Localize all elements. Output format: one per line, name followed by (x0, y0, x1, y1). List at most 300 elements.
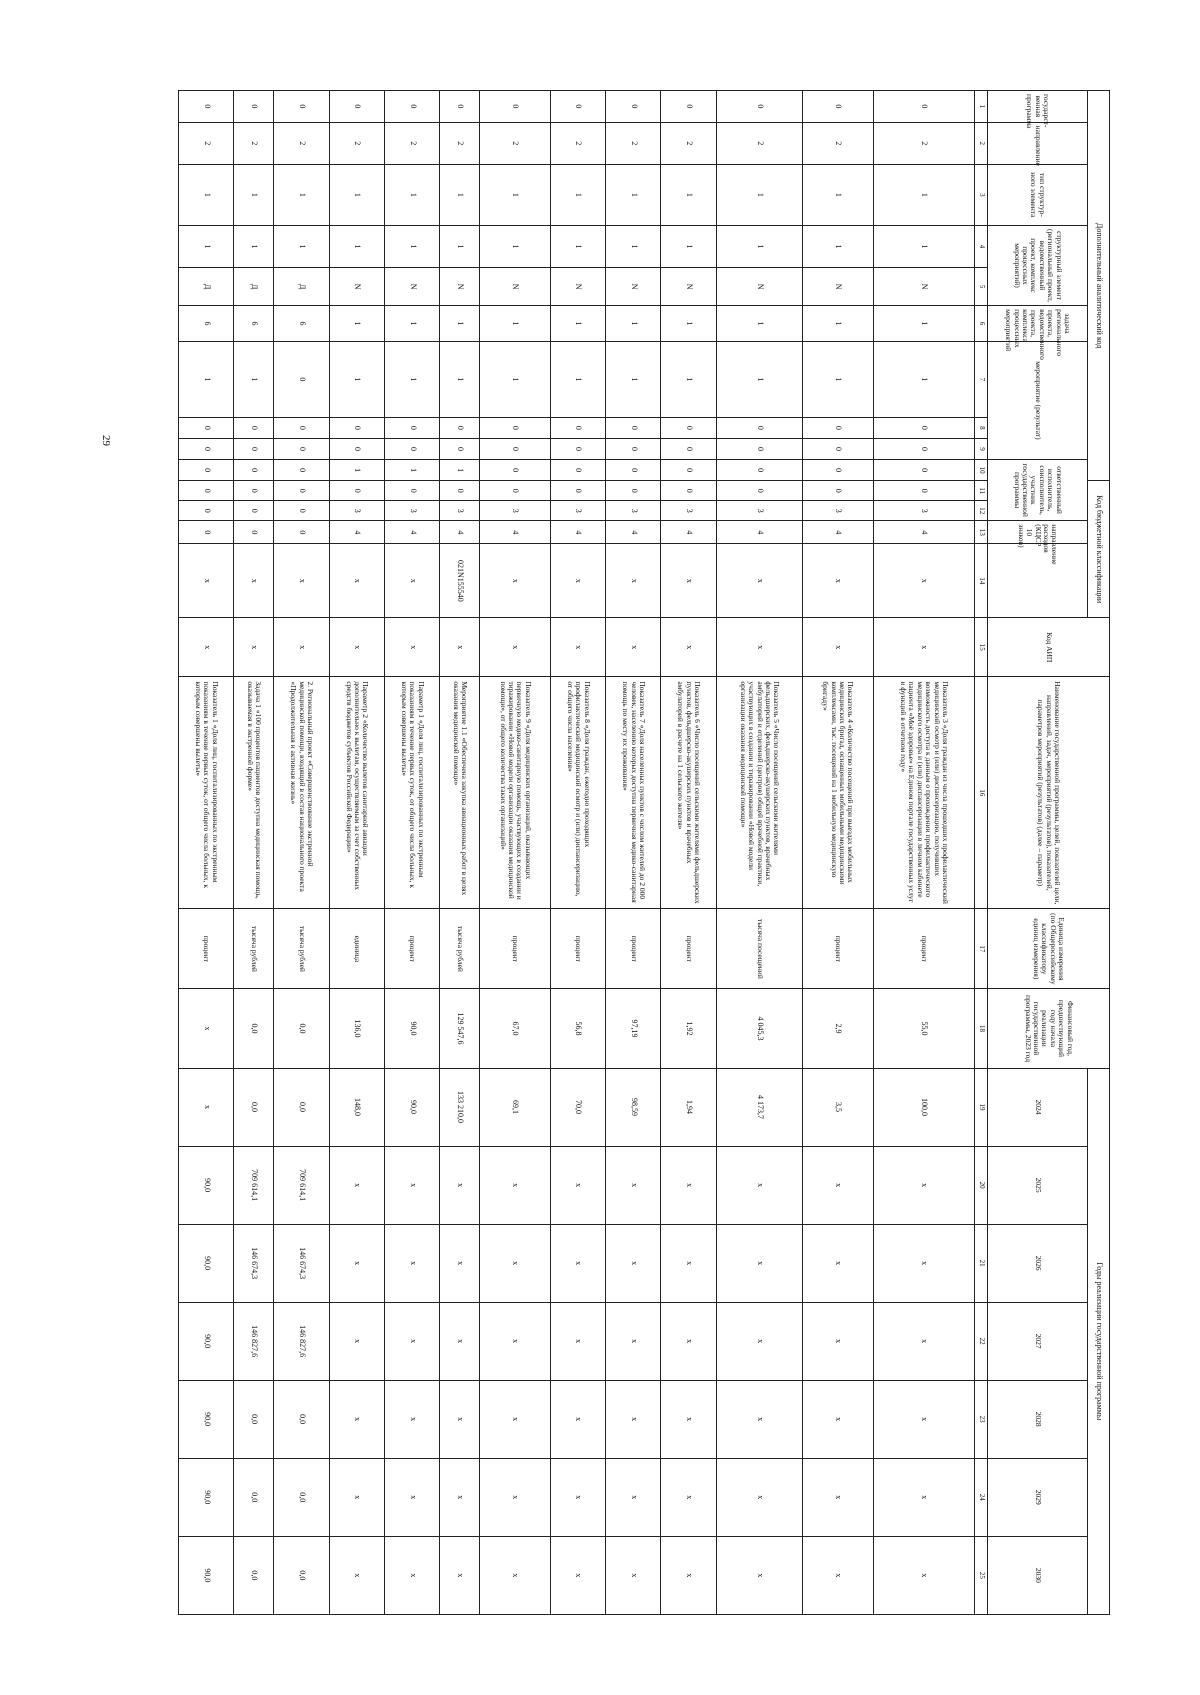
code-cell: 1 (179, 164, 234, 225)
code-cell: x (716, 618, 802, 677)
row-fin-year-value: 0,0 (274, 989, 329, 1068)
row-year-value: 90,0 (179, 1224, 234, 1302)
code-cell: 1 (234, 225, 274, 267)
code-cell: 1 (606, 164, 661, 225)
code-cell: 1 (329, 225, 384, 267)
row-unit: процент (179, 909, 234, 989)
row-year-value: x (440, 1536, 480, 1614)
header-year-2028: 2028 (988, 1380, 1088, 1458)
row-year-value: 146 827,6 (274, 1302, 329, 1380)
code-cell: 1 (716, 306, 802, 342)
header-name: Наименование государственной программы, целей, показателей цели, направлений, задач, мероприятий (результатов), показателей, параметров мероприятий (результатов) (далее – параметр) (988, 677, 1110, 909)
row-fin-year-value: 1,92 (661, 989, 716, 1068)
row-year-value: x (550, 1302, 605, 1380)
code-cell: 0 (179, 438, 234, 459)
row-year-value: 90,0 (179, 1302, 234, 1380)
column-number: 3 (975, 164, 988, 225)
code-cell: 2 (384, 122, 439, 164)
column-number: 11 (975, 481, 988, 501)
table-row (661, 91, 716, 1615)
code-cell: 1 (179, 341, 234, 417)
code-cell: 0 (873, 460, 974, 481)
code-cell: N (606, 268, 661, 306)
code-cell: 1 (802, 306, 873, 342)
code-cell: 0 (802, 91, 873, 123)
row-year-value: x (329, 1224, 384, 1302)
row-year-value: 146 674,3 (274, 1224, 329, 1302)
row-year-value: 1,94 (661, 1068, 716, 1146)
header-year-2029: 2029 (988, 1458, 1088, 1536)
header-year-2025: 2025 (988, 1146, 1088, 1224)
row-year-value: x (802, 1146, 873, 1224)
code-cell: x (661, 544, 716, 618)
code-cell: 0 (480, 91, 551, 123)
row-year-value: x (550, 1224, 605, 1302)
column-number: 10 (975, 460, 988, 481)
code-cell: 1 (550, 164, 605, 225)
row-year-value: 0,0 (274, 1068, 329, 1146)
row-year-value: x (716, 1146, 802, 1224)
column-number: 23 (975, 1380, 988, 1458)
code-cell: 1 (480, 341, 551, 417)
code-cell: x (873, 544, 974, 618)
row-name: Параметр 2 «Количество вылетов санитарной авиации дополнительно к вылетам, осуществляемым за счет собственных средств бюджетов субъектов Российской Федерации» (329, 677, 384, 909)
code-cell: 1 (550, 306, 605, 342)
code-cell: 0 (661, 91, 716, 123)
code-cell: 0 (480, 438, 551, 459)
code-cell: 0 (480, 481, 551, 501)
row-unit: тысяча рублей (274, 909, 329, 989)
row-unit: тысяча посещений (716, 909, 802, 989)
row-fin-year-value: 56,8 (550, 989, 605, 1068)
header-aip: Код АИП (988, 618, 1110, 677)
code-cell: 0 (716, 438, 802, 459)
code-cell: 0 (873, 481, 974, 501)
code-cell: 4 (480, 521, 551, 544)
code-cell: 0 (274, 521, 329, 544)
code-cell: 1 (606, 225, 661, 267)
code-cell: 1 (440, 164, 480, 225)
header-event: мероприятие (результат) (988, 341, 1088, 459)
code-cell: 0 (606, 438, 661, 459)
code-cell: 1 (179, 225, 234, 267)
column-number: 17 (975, 909, 988, 989)
row-year-value: 146 674,3 (234, 1224, 274, 1302)
code-cell: 2 (606, 122, 661, 164)
code-cell: 0 (606, 460, 661, 481)
row-fin-year-value: 2,9 (802, 989, 873, 1068)
code-cell: 0 (661, 417, 716, 438)
header-year-2027: 2027 (988, 1302, 1088, 1380)
row-year-value: x (480, 1224, 551, 1302)
code-cell: 0 (550, 91, 605, 123)
code-cell: 0 (179, 521, 234, 544)
row-name: Показатель 6 «Число посещений сельскими жителями фельдшерских пунктов, фельдшерско-акушерских пунктов и врачебных амбулаторий в расчете на 1 сельского жителя» (661, 677, 716, 909)
row-year-value: 148,0 (329, 1068, 384, 1146)
code-cell: 2 (550, 122, 605, 164)
row-year-value: x (661, 1458, 716, 1536)
code-cell: 1 (716, 341, 802, 417)
row-fin-year-value: 129 547,6 (440, 989, 480, 1068)
table-row (274, 91, 329, 1615)
code-cell: x (274, 544, 329, 618)
code-cell: 0 (606, 91, 661, 123)
code-cell: Д (179, 268, 234, 306)
code-cell: 3 (440, 501, 480, 521)
code-cell: 0 (716, 91, 802, 123)
code-cell: 0 (234, 417, 274, 438)
code-cell: N (550, 268, 605, 306)
row-year-value: x (384, 1224, 439, 1302)
code-cell: 0 (873, 438, 974, 459)
column-number: 24 (975, 1458, 988, 1536)
code-cell: 0 (661, 481, 716, 501)
code-cell: 3 (550, 501, 605, 521)
row-year-value: x (480, 1458, 551, 1536)
row-year-value: 0,0 (274, 1380, 329, 1458)
row-fin-year-value: 90,0 (384, 989, 439, 1068)
code-cell: 0 (234, 91, 274, 123)
code-cell: 0 (329, 438, 384, 459)
column-number: 18 (975, 989, 988, 1068)
code-cell: 1 (440, 460, 480, 481)
row-year-value: x (179, 1068, 234, 1146)
table-row (550, 91, 605, 1615)
column-number: 6 (975, 306, 988, 342)
row-year-value: x (716, 1224, 802, 1302)
code-cell: x (480, 618, 551, 677)
row-fin-year-value: 4 045,3 (716, 989, 802, 1068)
code-cell: 1 (873, 164, 974, 225)
table-row (440, 91, 480, 1615)
code-cell: x (661, 618, 716, 677)
code-cell: 0 (550, 417, 605, 438)
header-gp: государст- венная программа (988, 91, 1088, 123)
row-name: Мероприятие 1.1 «Обеспечена закупка авиационных работ в целях оказания медицинской помощи» (440, 677, 480, 909)
row-year-value: x (384, 1302, 439, 1380)
row-year-value: 0,0 (234, 1458, 274, 1536)
row-year-value: 0,0 (234, 1068, 274, 1146)
code-cell: 0 (234, 501, 274, 521)
code-cell: 0 (274, 417, 329, 438)
table-row (606, 91, 661, 1615)
code-cell: 1 (873, 341, 974, 417)
code-cell: 0 (179, 501, 234, 521)
code-cell: 0 (802, 417, 873, 438)
row-year-value: x (606, 1302, 661, 1380)
code-cell: 1 (550, 341, 605, 417)
column-number: 20 (975, 1146, 988, 1224)
code-cell: 3 (873, 501, 974, 521)
row-year-value: x (661, 1224, 716, 1302)
code-cell: 0 (661, 438, 716, 459)
row-year-value: x (550, 1536, 605, 1614)
row-year-value: x (606, 1380, 661, 1458)
code-cell: 0 (274, 501, 329, 521)
code-cell: 3 (384, 501, 439, 521)
column-number: 7 (975, 341, 988, 417)
code-cell: 4 (384, 521, 439, 544)
row-year-value: x (716, 1458, 802, 1536)
code-cell: 1 (661, 341, 716, 417)
code-cell: 1 (661, 225, 716, 267)
row-name: Показатель 4 «Количество посещений при выездах мобильных медицинских бригад, оснащенных мобильными медицинскими комплексами, тыс. посещений на 1 мобильную медицинскую бригаду» (802, 677, 873, 909)
row-fin-year-value: 0,0 (234, 989, 274, 1068)
code-cell: 1 (480, 225, 551, 267)
code-cell: x (802, 618, 873, 677)
code-cell: x (606, 618, 661, 677)
column-number: 15 (975, 618, 988, 677)
code-cell: 0 (440, 481, 480, 501)
row-year-value: x (873, 1458, 974, 1536)
code-cell: 0 (384, 438, 439, 459)
row-year-value: x (606, 1224, 661, 1302)
code-cell: 0 (329, 417, 384, 438)
code-cell: N (802, 268, 873, 306)
header-budget-code: Код бюджетной классификации (1088, 481, 1110, 618)
row-year-value: 98,59 (606, 1068, 661, 1146)
row-year-value: 90,0 (179, 1380, 234, 1458)
code-cell: x (480, 544, 551, 618)
code-cell: 1 (384, 341, 439, 417)
row-name: Задача 1 «100 процентов пациентов доступна медицинская помощь, оказываемая в экстренной форме» (234, 677, 274, 909)
code-cell: N (329, 268, 384, 306)
row-year-value: x (716, 1536, 802, 1614)
code-cell: 1 (716, 164, 802, 225)
code-cell: 0 (716, 417, 802, 438)
code-cell: 4 (440, 521, 480, 544)
row-year-value: x (384, 1536, 439, 1614)
code-cell: x (716, 544, 802, 618)
row-year-value: x (802, 1380, 873, 1458)
code-cell: Д (274, 268, 329, 306)
code-cell: 0 (550, 460, 605, 481)
code-cell: x (384, 544, 439, 618)
row-year-value: 0,0 (274, 1536, 329, 1614)
code-cell: 0 (661, 460, 716, 481)
row-year-value: x (550, 1380, 605, 1458)
row-name: Показатель 5 «Число посещений сельскими жителями фельдшерских, фельдшерско-акушерских пунктов, врачебных амбулаторий и отделений (центров) общей врачебной практики, участвующих в создании и тиражировании «Новой модели организации оказания медицинской помощи» (716, 677, 802, 909)
code-cell: 3 (661, 501, 716, 521)
row-year-value: x (329, 1146, 384, 1224)
code-cell: x (550, 618, 605, 677)
table-row (873, 91, 974, 1615)
row-year-value: x (802, 1536, 873, 1614)
row-year-value: x (480, 1536, 551, 1614)
code-cell: 0 (329, 91, 384, 123)
row-year-value: x (440, 1224, 480, 1302)
code-cell: N (384, 268, 439, 306)
code-cell: 0 (234, 521, 274, 544)
code-cell: 0 (480, 460, 551, 481)
code-cell: 1 (661, 306, 716, 342)
row-year-value: x (873, 1536, 974, 1614)
code-cell: 0 (274, 341, 329, 417)
row-name: Показатель 3 «Доля граждан из числа прошедших профилактический медицинский осмотр и (или) диспансеризацию, получивших возможность доступа к данным о прохождении профилактического медицинского осмотра и (или) диспансеризации в личном кабинете пациента «Моё здоровье» на Едином портале государственных услуг и функций в отчетном году» (873, 677, 974, 909)
code-cell: x (179, 618, 234, 677)
code-cell: 0 (606, 417, 661, 438)
table-body (179, 91, 975, 1615)
code-cell: 1 (802, 225, 873, 267)
code-cell: 0 (480, 417, 551, 438)
header-struct: структурный элемент (региональный проект, ведомственный проект, комплекс процессных мероприятий) (988, 225, 1088, 305)
code-cell: 1 (329, 164, 384, 225)
code-cell: 0 (384, 481, 439, 501)
column-number: 5 (975, 268, 988, 306)
code-cell: 0 (384, 417, 439, 438)
code-cell: 0 (234, 481, 274, 501)
table-row (234, 91, 274, 1615)
row-year-value: 90,0 (179, 1458, 234, 1536)
row-year-value: 0,0 (234, 1380, 274, 1458)
code-cell: 4 (606, 521, 661, 544)
code-cell: 0 (179, 91, 234, 123)
code-cell: 6 (179, 306, 234, 342)
code-cell: 0 (716, 460, 802, 481)
code-cell: 0 (873, 91, 974, 123)
column-number: 14 (975, 544, 988, 618)
code-cell: 0 (234, 438, 274, 459)
code-cell: 1 (329, 306, 384, 342)
code-cell: 0 (274, 460, 329, 481)
row-year-value: 4 173,7 (716, 1068, 802, 1146)
code-cell: 0 (440, 91, 480, 123)
code-cell: 2 (716, 122, 802, 164)
row-unit: тысяча рублей (440, 909, 480, 989)
column-number: 1 (975, 91, 988, 123)
header-task: задача регионального проекта, ведомственного проекта, комплекса процессных мероприятий (988, 306, 1088, 342)
code-cell: 0 (440, 438, 480, 459)
code-cell: N (661, 268, 716, 306)
code-cell: x (234, 544, 274, 618)
column-number: 4 (975, 225, 988, 267)
row-year-value: x (606, 1458, 661, 1536)
column-number: 25 (975, 1536, 988, 1614)
code-cell: 1 (384, 306, 439, 342)
code-cell: x (606, 544, 661, 618)
code-cell: 1 (873, 306, 974, 342)
column-number: 8 (975, 417, 988, 438)
row-year-value: x (873, 1302, 974, 1380)
code-cell: 0 (606, 481, 661, 501)
code-cell: 4 (329, 521, 384, 544)
code-cell: 3 (480, 501, 551, 521)
row-year-value: x (550, 1146, 605, 1224)
row-name: Параметр 1 «Доля лиц, госпитализированных по экстренным показаниям в течение первых суток, от общего числа больных, к которым совершены вылеты» (384, 677, 439, 909)
code-cell: 4 (873, 521, 974, 544)
row-year-value: x (873, 1146, 974, 1224)
row-year-value: 100,0 (873, 1068, 974, 1146)
table-row (480, 91, 551, 1615)
code-cell: x (550, 544, 605, 618)
code-cell: 1 (802, 164, 873, 225)
page-number: 29 (100, 435, 112, 446)
code-cell: 0 (274, 481, 329, 501)
row-year-value: x (661, 1380, 716, 1458)
code-cell: 1 (802, 341, 873, 417)
code-cell: 1 (329, 460, 384, 481)
code-cell: 0 (179, 481, 234, 501)
code-cell: 2 (802, 122, 873, 164)
row-year-value: x (802, 1224, 873, 1302)
code-cell: 4 (802, 521, 873, 544)
code-cell: 1 (274, 225, 329, 267)
row-year-value: 69,1 (480, 1068, 551, 1146)
row-name: Показатель 8 «Доля граждан, ежегодно проходящих профилактический медицинский осмотр и (или) диспансеризацию, от общего числа населения» (550, 677, 605, 909)
header-additional-code: Дополнительный аналитический код (1088, 91, 1110, 481)
code-cell: 2 (329, 122, 384, 164)
code-cell: 0 (716, 481, 802, 501)
row-year-value: x (329, 1380, 384, 1458)
code-cell: 1 (440, 341, 480, 417)
row-year-value: 90,0 (179, 1536, 234, 1614)
code-cell: 4 (716, 521, 802, 544)
row-year-value: x (802, 1458, 873, 1536)
row-year-value: x (440, 1302, 480, 1380)
code-cell: 0 (550, 438, 605, 459)
code-cell: 4 (550, 521, 605, 544)
row-year-value: x (440, 1146, 480, 1224)
header-direction: направление (988, 122, 1088, 164)
table-row (384, 91, 439, 1615)
row-fin-year-value: 55,0 (873, 989, 974, 1068)
code-cell: 021N155540 (440, 544, 480, 618)
code-cell: 2 (661, 122, 716, 164)
code-cell: 1 (234, 341, 274, 417)
header-expense: направление расходов (КЦСР 10 знаков) (988, 521, 1088, 544)
code-cell: 0 (274, 438, 329, 459)
row-year-value: 0,0 (234, 1536, 274, 1614)
row-year-value: x (384, 1380, 439, 1458)
row-year-value: 3,5 (802, 1068, 873, 1146)
row-unit: тысяча рублей (234, 909, 274, 989)
code-cell: 1 (234, 164, 274, 225)
row-fin-year-value: x (179, 989, 234, 1068)
row-year-value: 709 614,1 (274, 1146, 329, 1224)
code-cell: 2 (873, 122, 974, 164)
row-unit: процент (384, 909, 439, 989)
code-cell: 2 (274, 122, 329, 164)
code-cell: 1 (384, 460, 439, 481)
code-cell: x (384, 618, 439, 677)
header-fin-year: Финансовый год, предшествующий году начала реализации государственной программы, 2023 год (988, 989, 1110, 1068)
row-year-value: x (480, 1380, 551, 1458)
row-year-value: 709 614,1 (234, 1146, 274, 1224)
code-cell: 0 (329, 481, 384, 501)
row-year-value: x (606, 1146, 661, 1224)
row-unit: процент (661, 909, 716, 989)
header-type: тип структур- ного элемента (988, 164, 1088, 225)
code-cell: 0 (802, 481, 873, 501)
column-number: 9 (975, 438, 988, 459)
header-year-2030: 2030 (988, 1536, 1088, 1614)
code-cell: 2 (179, 122, 234, 164)
header-unit: Единица измерения (по Общероссийскому классификатору единиц измерения) (988, 909, 1110, 989)
row-year-value: x (716, 1302, 802, 1380)
code-cell: 1 (661, 164, 716, 225)
code-cell: 1 (873, 225, 974, 267)
code-cell: 1 (550, 225, 605, 267)
column-number: 2 (975, 122, 988, 164)
code-cell: N (716, 268, 802, 306)
row-year-value: x (329, 1302, 384, 1380)
column-number: 22 (975, 1302, 988, 1380)
code-cell: 0 (873, 417, 974, 438)
code-cell: N (480, 268, 551, 306)
row-year-value: 133 210,0 (440, 1068, 480, 1146)
row-name: 2. Региональный проект «Совершенствование экстренной медицинской помощи, входящий в состав национального проекта «Продолжительная и активная жизнь» (274, 677, 329, 909)
row-fin-year-value: 136,0 (329, 989, 384, 1068)
